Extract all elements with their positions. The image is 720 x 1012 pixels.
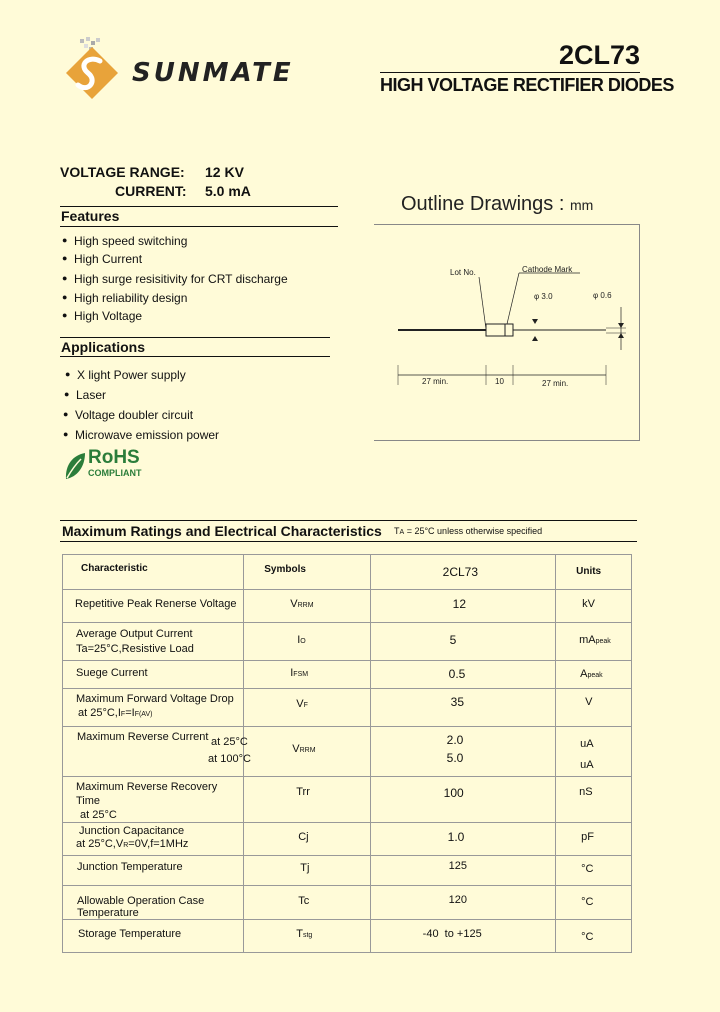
- symbol-text: I: [297, 634, 301, 646]
- characteristic-line: Maximum Forward Voltage Drop: [76, 693, 234, 705]
- row-characteristic: [63, 727, 251, 775]
- row-symbol: [244, 623, 369, 646]
- characteristic-line: Average Output Current: [76, 628, 193, 640]
- row-unit: kV: [582, 598, 595, 610]
- symbol-sub: O: [300, 638, 306, 645]
- list-item: ● High reliability design: [74, 291, 187, 305]
- applications-title: Applications: [61, 339, 146, 355]
- characteristic-line: Junction Capacitance: [79, 825, 185, 837]
- value-line: 2.0: [446, 733, 464, 747]
- condition-text: at 25°C,V: [76, 838, 124, 850]
- table-row: [63, 590, 632, 623]
- symbol-text: V: [296, 698, 304, 710]
- applications-top-rule: [60, 337, 330, 338]
- condition-tail: =0V,f=1MHz: [128, 838, 189, 850]
- row-unit: pF: [581, 831, 594, 843]
- right-lead-length: 27 min.: [542, 379, 569, 388]
- condition-text: at 25°C,I: [78, 707, 121, 719]
- table-row: [63, 689, 632, 727]
- condition-sub: R: [123, 842, 129, 849]
- header-cell: [63, 555, 244, 590]
- symbol-sub: FSM: [293, 671, 309, 678]
- list-item: ● High speed switching: [74, 234, 187, 248]
- header-cell: [244, 555, 370, 590]
- row-value: 125: [448, 860, 468, 872]
- outline-title: [401, 193, 593, 216]
- header-rule: [380, 72, 640, 73]
- brand-logo: [58, 35, 128, 110]
- row-characteristic: [63, 823, 243, 852]
- table-row: [63, 661, 632, 689]
- symbol-text: V: [290, 598, 298, 610]
- row-value: -40 to +125: [422, 928, 482, 940]
- cathode-mark-label: Cathode Mark: [522, 265, 573, 274]
- row-symbol: [244, 689, 369, 710]
- list-item: ● Microwave emission power: [75, 428, 219, 442]
- row-characteristic: Storage Temperature: [78, 928, 182, 940]
- characteristic-line: at 25°C: [211, 736, 248, 748]
- row-unit: V: [585, 696, 593, 708]
- leaf-icon: [63, 451, 87, 481]
- symbol-sub: RRM: [297, 602, 314, 609]
- row-symbol: [244, 727, 369, 755]
- symbol-sub: F: [303, 702, 308, 709]
- sunmate-logo-icon: [58, 35, 128, 110]
- characteristic-line: at 25°C: [80, 809, 117, 821]
- row-unit: [556, 661, 631, 680]
- condition-tail: =I: [125, 707, 135, 719]
- brand-name: SUNMATE: [132, 58, 294, 88]
- characteristic-line: Maximum Reverse Current: [77, 731, 209, 743]
- list-item: ● High surge resisitivity for CRT discharge: [74, 272, 288, 286]
- part-number: 2CL73: [558, 40, 640, 70]
- table-row: [63, 823, 632, 856]
- row-symbol: Tj: [300, 862, 310, 874]
- table-row: [63, 920, 632, 953]
- table-row: [63, 727, 632, 777]
- row-unit: nS: [579, 786, 593, 798]
- list-item: ● Voltage doubler circuit: [75, 408, 193, 422]
- current-value: 5.0 mA: [205, 183, 251, 199]
- ratings-note-sub: A: [399, 529, 405, 536]
- lead-diameter-label: φ 0.6: [593, 291, 612, 300]
- voltage-range-label: VOLTAGE RANGE:: [60, 164, 185, 180]
- rohs-badge: [63, 449, 163, 481]
- ratings-table: [62, 554, 632, 953]
- list-item: ● X light Power supply: [77, 368, 186, 382]
- row-value: 120: [448, 894, 468, 906]
- row-symbol: Cj: [298, 831, 309, 843]
- row-characteristic: Allowable Operation Case Temperature: [77, 895, 205, 919]
- lot-number-label: Lot No.: [450, 268, 476, 277]
- characteristic-line: [76, 706, 243, 722]
- condition-sub: F(AV): [134, 711, 153, 718]
- row-value: 100: [443, 786, 464, 800]
- row-characteristic: [63, 689, 243, 722]
- row-unit: °C: [581, 931, 594, 943]
- value-line: 5.0: [446, 751, 464, 765]
- row-symbol: Tc: [298, 895, 310, 907]
- symbol-text: I: [290, 667, 294, 679]
- row-characteristic: Repetitive Peak Renerse Voltage: [75, 598, 237, 610]
- ratings-title: Maximum Ratings and Electrical Characteristics: [62, 523, 382, 539]
- outline-drawing: [374, 225, 639, 440]
- header-cell: [556, 555, 632, 590]
- row-value: 1.0: [447, 830, 465, 844]
- row-value: 12: [452, 597, 467, 611]
- characteristic-line: Ta=25°C,Resistive Load: [76, 643, 194, 655]
- outline-frame-right: [639, 224, 640, 441]
- row-unit: [556, 623, 631, 646]
- ratings-note-prefix: T: [394, 526, 400, 536]
- current-label: CURRENT:: [115, 183, 187, 199]
- outline-unit: mm: [569, 197, 594, 213]
- row-symbol: [244, 590, 369, 610]
- outline-title-text: Outline Drawings :: [401, 193, 565, 215]
- body-diameter-label: φ 3.0: [534, 292, 553, 301]
- symbol-sub: RRM: [299, 747, 316, 754]
- unit-text: mA: [579, 634, 596, 646]
- unit-sub: peak: [595, 638, 611, 645]
- row-value: [371, 727, 555, 767]
- row-characteristic: [63, 623, 243, 657]
- table-row: [63, 856, 632, 886]
- features-title: Features: [61, 208, 120, 224]
- diode-drawing: [398, 273, 626, 385]
- symbol-text: T: [296, 928, 303, 940]
- row-characteristic: Suege Current: [76, 667, 148, 679]
- ratings-note: [394, 526, 542, 536]
- row-symbol: [244, 920, 369, 940]
- row-symbol: [244, 661, 369, 679]
- ratings-bottom-rule: [60, 541, 637, 542]
- table-header-row: [63, 555, 632, 590]
- row-characteristic: [63, 777, 243, 822]
- list-item: ● Laser: [76, 388, 106, 402]
- ratings-top-rule: [60, 520, 637, 521]
- unit-line: uA: [580, 759, 594, 771]
- ratings-note-text: = 25°C unless otherwise specified: [406, 526, 543, 536]
- row-unit: °C: [581, 863, 594, 875]
- row-unit: °C: [581, 896, 594, 908]
- row-unit: [556, 727, 631, 776]
- header-cell: [370, 555, 555, 590]
- row-value: 5: [449, 633, 457, 647]
- symbol-text: V: [292, 743, 300, 755]
- body-length: 10: [495, 377, 504, 386]
- col-characteristic: Characteristic: [81, 563, 148, 574]
- unit-text: A: [580, 668, 588, 680]
- row-characteristic: Junction Temperature: [77, 861, 183, 873]
- unit-line: uA: [580, 738, 594, 750]
- left-lead-length: 27 min.: [422, 377, 449, 386]
- outline-frame-bottom: [374, 440, 640, 441]
- page-subtitle: HIGH VOLTAGE RECTIFIER DIODES: [380, 75, 674, 95]
- col-units: Units: [576, 566, 602, 577]
- characteristic-line: Maximum Reverse Recovery Time: [76, 781, 218, 807]
- table-row: [63, 623, 632, 661]
- list-item: ● High Current: [74, 252, 142, 266]
- characteristic-line: [76, 838, 243, 852]
- table-row: [63, 886, 632, 920]
- col-symbols: Symbols: [264, 564, 306, 575]
- characteristic-line: at 100°C: [208, 753, 251, 765]
- voltage-range-value: 12 KV: [205, 164, 244, 180]
- row-value: 0.5: [448, 667, 466, 681]
- unit-sub: peak: [587, 672, 603, 679]
- symbol-sub: stg: [302, 932, 313, 939]
- row-symbol: Trr: [296, 786, 310, 798]
- table-row: [63, 777, 632, 823]
- row-value: 35: [450, 695, 465, 709]
- condition-sub: F: [120, 711, 126, 718]
- col-part: 2CL73: [442, 565, 479, 579]
- rohs-title: RoHS: [88, 447, 140, 468]
- features-top-rule: [60, 206, 338, 207]
- rohs-subtitle: COMPLIANT: [88, 468, 142, 478]
- list-item: ● High Voltage: [74, 309, 142, 323]
- features-bottom-rule: [60, 226, 338, 227]
- applications-bottom-rule: [60, 356, 330, 357]
